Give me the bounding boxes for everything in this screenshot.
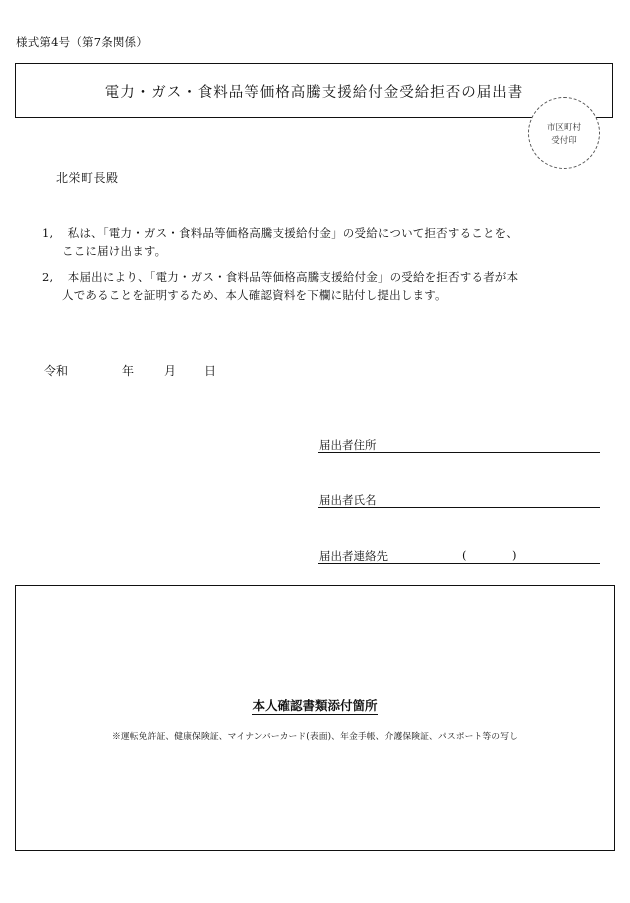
clause-text-line: 人であることを証明するため、本人確認資料を下欄に貼付し提出します。 xyxy=(62,288,447,302)
applicant-contact-label: 届出者連絡先 xyxy=(319,549,388,563)
clause-text-line: ここに届け出ます。 xyxy=(62,244,167,258)
clause-text-line: 本届出により、「電力・ガス・食料品等価格高騰支援給付金」の受給を拒否する者が本 xyxy=(67,270,519,284)
attachment-note: ※運転免許証、健康保険証、マイナンバーカード(表面)、年金手帳、介護保険証、パスポート等の写し xyxy=(111,732,519,742)
date-year-field[interactable]: 年 xyxy=(122,364,135,378)
contact-paren-close: ) xyxy=(512,548,517,562)
clause-number: 2, xyxy=(42,270,54,284)
date-day-field[interactable]: 日 xyxy=(204,364,217,378)
applicant-address-label: 届出者住所 xyxy=(319,438,377,452)
attachment-title-wrap xyxy=(16,696,614,714)
applicant-name-label: 届出者氏名 xyxy=(319,493,377,507)
applicant-name-field[interactable] xyxy=(318,492,600,508)
clause-1 xyxy=(42,224,590,260)
attachment-title: 本人確認書類添付箇所 xyxy=(252,698,378,713)
date-era: 令和 xyxy=(44,364,69,378)
stamp-label-municipality: 市区町村 xyxy=(546,123,581,133)
document-title: 電力・ガス・食料品等価格高騰支援給付金受給拒否の届出書 xyxy=(104,85,524,101)
applicant-address-field[interactable] xyxy=(318,437,600,453)
form-number: 様式第4号（第7条関係） xyxy=(16,35,149,49)
stamp-label-reception: 受付印 xyxy=(551,136,577,146)
addressee: 北栄町長殿 xyxy=(56,171,119,185)
clause-number: 1, xyxy=(42,226,54,240)
title-box xyxy=(15,63,613,118)
contact-paren-open: ( xyxy=(462,548,467,562)
reception-stamp-area xyxy=(528,97,600,169)
applicant-contact-field[interactable] xyxy=(318,548,600,564)
clause-2 xyxy=(42,268,590,304)
clause-text-line: 私は、「電力・ガス・食料品等価格高騰支援給付金」の受給について拒否することを、 xyxy=(67,226,519,240)
id-document-attachment-area[interactable] xyxy=(15,585,615,851)
date-month-field[interactable]: 月 xyxy=(164,364,177,378)
